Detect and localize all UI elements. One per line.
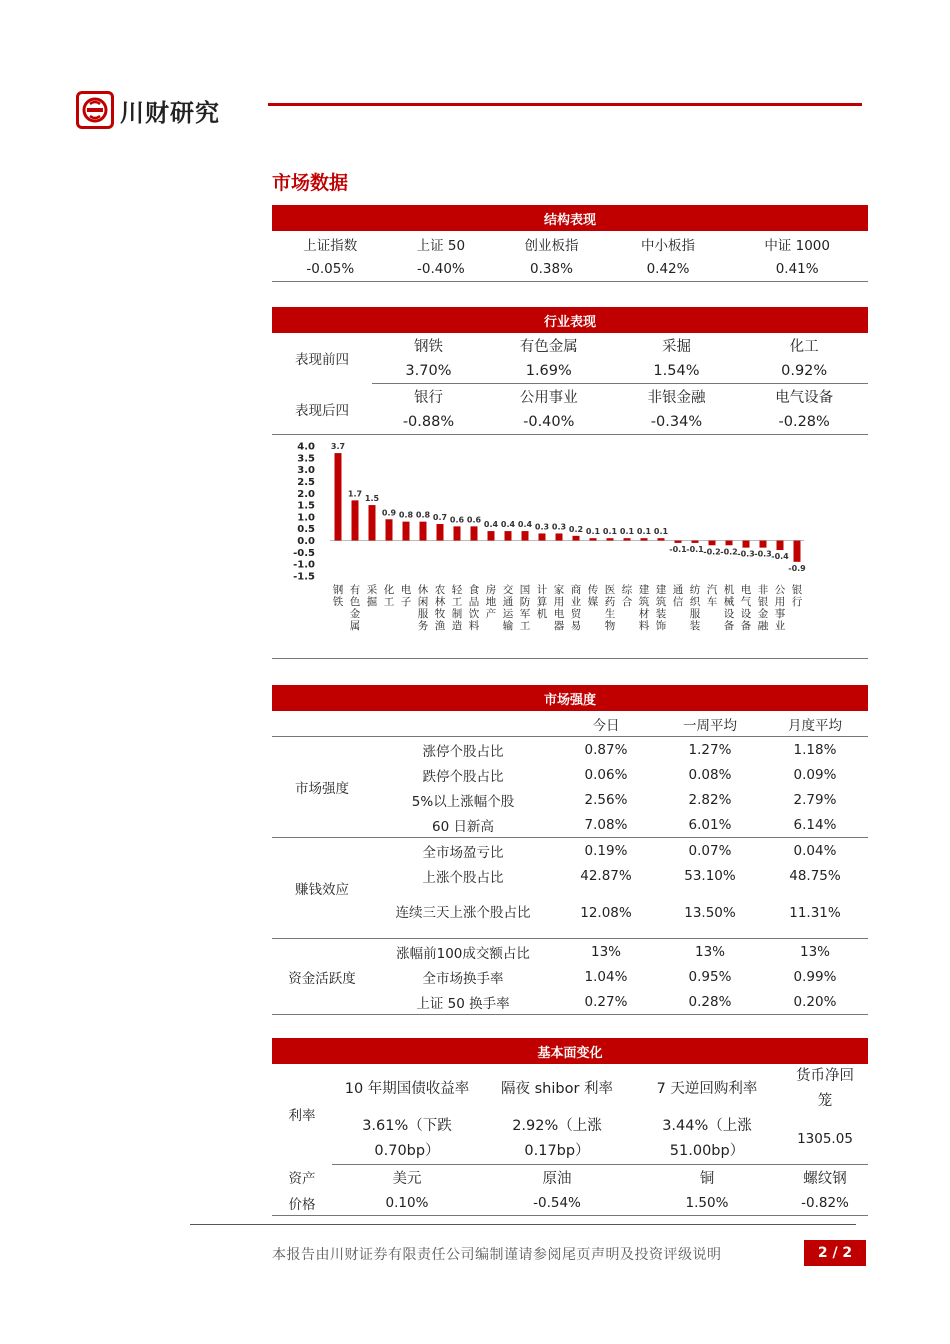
strength-header: 市场强度 (272, 685, 868, 711)
strength-cell: 2.82% (688, 791, 732, 808)
category-label: 化工 (383, 584, 395, 608)
data-label: -0.9 (788, 563, 806, 573)
fundamentals-header: 基本面变化 (272, 1038, 868, 1064)
data-label: 0.1 (653, 527, 669, 537)
strength-cell: 2.79% (793, 791, 837, 808)
chart-bar (675, 541, 682, 543)
strength-cell: 6.01% (658, 812, 762, 838)
asset-value: 1.50% (632, 1190, 782, 1216)
chart-bar (641, 538, 648, 540)
category-label: 钢铁 (332, 584, 344, 608)
data-label: 1.7 (347, 489, 363, 499)
industry-name: 电气设备 (775, 390, 834, 406)
y-tick-label: -0.5 (293, 547, 315, 559)
strength-cell: 1.27% (688, 741, 732, 758)
strength-cell: 0.99% (793, 968, 837, 985)
rate-value: 3.44%（上涨 51.00bp） (632, 1114, 782, 1165)
header-rule (268, 103, 862, 106)
y-tick-label: 0.5 (297, 524, 315, 536)
chart-bar (454, 526, 461, 540)
footer-rule (190, 1224, 856, 1225)
category-label: 采掘 (366, 584, 378, 608)
asset-name: 美元 (392, 1171, 422, 1187)
data-label: 0.8 (398, 510, 414, 520)
strength-row-name: 跌停个股占比 (422, 768, 504, 785)
category-label: 计算机 (536, 584, 548, 620)
strength-cell: 13% (694, 943, 725, 960)
category-label: 非银金融 (757, 584, 769, 632)
strength-cell: 42.87% (580, 867, 632, 884)
y-tick-label: -1.5 (293, 571, 315, 583)
section-title: 市场数据 (272, 172, 349, 194)
strength-group-label: 赚钱效应 (272, 838, 372, 939)
brand-logo-icon (76, 91, 114, 129)
strength-cell: 11.31% (762, 888, 868, 939)
strength-group-label: 资金活跃度 (272, 939, 372, 1015)
strength-row-name: 上涨个股占比 (422, 869, 504, 886)
structure-value: 0.38% (493, 256, 610, 282)
industry-name: 有色金属 (519, 339, 578, 355)
industry-bottom-label: 表现后四 (272, 384, 372, 435)
category-label: 电子 (400, 584, 412, 608)
chart-bar (777, 541, 784, 550)
rate-value: 1305.05 (782, 1114, 868, 1165)
chart-bar (726, 541, 733, 546)
page-number: 2 / 2 (804, 1240, 866, 1266)
data-label: 0.6 (449, 515, 465, 525)
category-label: 纺织服装 (689, 584, 701, 632)
y-tick-label: 3.5 (297, 453, 315, 465)
industry-value: 1.69% (485, 358, 613, 384)
industry-value: 1.54% (613, 358, 741, 384)
category-label: 建筑装饰 (655, 584, 667, 632)
asset-name: 原油 (542, 1171, 572, 1187)
industry-value: -0.88% (372, 409, 485, 435)
data-label: -0.2 (703, 547, 721, 557)
chart-bar (488, 531, 495, 540)
strength-cell: 0.87% (584, 741, 628, 758)
industry-value: -0.40% (485, 409, 613, 435)
data-label: 0.8 (415, 510, 431, 520)
chart-bar (794, 541, 801, 562)
y-tick-label: 4.0 (297, 441, 315, 453)
strength-cell: 2.56% (584, 791, 628, 808)
chart-bar (335, 453, 342, 540)
data-label: 3.7 (330, 442, 346, 452)
chart-bar (437, 524, 444, 541)
chart-bar (522, 531, 529, 540)
asset-name: 螺纹钢 (803, 1171, 847, 1187)
data-label: 0.4 (500, 520, 516, 530)
rate-value: 2.92%（上涨 0.17bp） (482, 1114, 632, 1165)
category-label: 汽车 (706, 584, 718, 608)
category-label: 银行 (791, 584, 803, 608)
industry-value: 0.92% (740, 358, 868, 384)
chart-bar (607, 538, 614, 540)
chart-bar (709, 541, 716, 546)
industry-value: -0.34% (613, 409, 741, 435)
strength-cell: 0.95% (688, 968, 732, 985)
chart-bar (386, 519, 393, 540)
strength-table (272, 711, 868, 1015)
chart-bar (692, 541, 699, 543)
strength-cell: 0.19% (584, 842, 628, 859)
strength-cell: 7.08% (554, 812, 658, 838)
strength-col-month: 月度平均 (762, 711, 868, 737)
industry-bar-chart (272, 434, 868, 658)
category-label: 公用事业 (774, 584, 786, 632)
industry-top-label: 表现前四 (295, 352, 349, 369)
strength-row-name: 上证 50 换手率 (372, 989, 554, 1015)
fundamentals-table (272, 1064, 868, 1216)
structure-name: 创业板指 (524, 237, 579, 254)
strength-cell: 0.08% (688, 766, 732, 783)
structure-value: 0.42% (610, 256, 727, 282)
data-label: 0.4 (483, 520, 499, 530)
chart-bar (590, 538, 597, 540)
category-label: 休闲服务 (417, 584, 429, 632)
y-tick-label: 3.0 (297, 465, 315, 477)
industry-name: 非银金融 (647, 390, 706, 406)
strength-cell: 6.14% (762, 812, 868, 838)
asset-name: 铜 (699, 1171, 715, 1187)
data-label: 0.1 (636, 527, 652, 537)
chart-bar (760, 541, 767, 548)
strength-cell: 12.08% (554, 888, 658, 939)
industry-name: 采掘 (661, 339, 691, 355)
category-label: 食品饮料 (468, 584, 480, 632)
rate-name: 10 年期国债收益率 (344, 1080, 470, 1097)
rate-label: 利率 (288, 1108, 316, 1125)
asset-label-2: 价格 (272, 1190, 332, 1216)
brand-name: 川财研究 (120, 98, 220, 127)
brand-logo (76, 90, 220, 130)
y-tick-label: 0.0 (297, 536, 315, 548)
structure-name: 上证指数 (303, 237, 358, 254)
category-label: 医药生物 (604, 584, 616, 632)
data-label: -0.3 (754, 549, 772, 559)
structure-value: -0.40% (389, 256, 494, 282)
structure-value: -0.05% (272, 256, 389, 282)
y-tick-label: 1.5 (297, 500, 315, 512)
chart-bar (573, 536, 580, 541)
data-label: -0.1 (669, 544, 687, 554)
data-label: -0.4 (771, 552, 789, 561)
industry-chart (272, 434, 868, 659)
strength-row-name: 60 日新高 (372, 812, 554, 838)
data-label: 0.6 (466, 515, 482, 525)
strength-cell: 0.20% (762, 989, 868, 1015)
strength-cell: 1.04% (584, 968, 628, 985)
strength-row-name: 5%以上涨幅个股 (411, 793, 515, 810)
category-label: 传媒 (587, 584, 599, 608)
chart-bar (369, 505, 376, 540)
data-label: -0.3 (737, 549, 755, 559)
rate-name: 隔夜 shibor 利率 (500, 1080, 614, 1097)
strength-row-name: 全市场换手率 (422, 970, 504, 987)
data-label: -0.2 (720, 547, 738, 557)
strength-cell: 13% (799, 943, 830, 960)
category-label: 农林牧渔 (434, 584, 446, 632)
strength-cell: 0.27% (554, 989, 658, 1015)
category-label: 轻工制造 (451, 584, 463, 632)
category-label: 通信 (672, 584, 684, 608)
asset-value: 0.10% (332, 1190, 482, 1216)
data-label: 0.9 (381, 508, 397, 518)
rate-value: 3.61%（下跌 0.70bp） (332, 1114, 482, 1165)
industry-name: 银行 (413, 390, 443, 406)
asset-value: -0.54% (482, 1190, 632, 1216)
chart-bar (471, 526, 478, 540)
chart-bar (658, 538, 665, 540)
asset-value: -0.82% (782, 1190, 868, 1216)
chart-bar (420, 522, 427, 541)
strength-cell: 0.09% (793, 766, 837, 783)
structure-name: 中证 1000 (764, 237, 830, 254)
rate-name: 货币净回笼 (796, 1068, 854, 1109)
strength-cell: 13.50% (658, 888, 762, 939)
y-tick-label: 2.0 (297, 488, 315, 500)
strength-cell: 0.28% (658, 989, 762, 1015)
industry-header: 行业表现 (272, 307, 868, 333)
category-label: 电气设备 (740, 584, 752, 632)
category-label: 综合 (621, 584, 633, 608)
data-label: -0.1 (686, 544, 704, 554)
y-tick-label: 2.5 (297, 476, 315, 488)
chart-bar (624, 538, 631, 540)
strength-group-label: 市场强度 (272, 737, 372, 838)
category-label: 建筑材料 (638, 584, 650, 632)
data-label: 1.5 (364, 494, 380, 504)
y-tick-label: -1.0 (293, 559, 315, 571)
data-label: 0.1 (619, 527, 635, 537)
category-label: 商业贸易 (570, 584, 582, 632)
chart-bar (539, 533, 546, 540)
data-label: 0.7 (432, 513, 448, 522)
strength-row-name: 全市场盈亏比 (422, 844, 504, 861)
structure-name: 上证 50 (416, 237, 466, 254)
strength-row-name: 连续三天上涨个股占比 (372, 888, 554, 939)
data-label: 0.1 (602, 527, 618, 537)
strength-row-name: 涨幅前100成交额占比 (396, 945, 530, 962)
industry-value: -0.28% (740, 409, 868, 435)
category-label: 有色金属 (349, 584, 361, 632)
chart-bar (403, 522, 410, 541)
rate-name: 7 天逆回购利率 (656, 1080, 758, 1097)
structure-table (272, 231, 868, 282)
strength-col-today: 今日 (554, 711, 658, 737)
industry-name: 公用事业 (519, 390, 578, 406)
category-label: 房地产 (485, 584, 497, 620)
chart-bar (556, 533, 563, 540)
data-label: 0.3 (534, 522, 550, 532)
industry-name: 钢铁 (413, 339, 443, 355)
chart-bar (743, 541, 750, 548)
category-label: 国防军工 (519, 584, 531, 632)
asset-label-1: 资产 (288, 1171, 316, 1188)
industry-table (272, 333, 868, 435)
data-label: 0.4 (517, 520, 533, 530)
category-label: 机械设备 (723, 584, 735, 632)
data-label: 0.1 (585, 527, 601, 537)
strength-cell: 0.07% (688, 842, 732, 859)
strength-col-week: 一周平均 (658, 711, 762, 737)
chart-bar (505, 531, 512, 540)
data-label: 0.2 (568, 524, 584, 534)
strength-row-name: 涨停个股占比 (422, 743, 504, 760)
strength-cell: 0.04% (793, 842, 837, 859)
strength-cell: 0.06% (584, 766, 628, 783)
data-label: 0.3 (551, 522, 567, 532)
footer-disclaimer: 本报告由川财证券有限责任公司编制谨请参阅尾页声明及投资评级说明 (272, 1247, 722, 1263)
strength-cell: 48.75% (789, 867, 841, 884)
structure-value: 0.41% (726, 256, 868, 282)
industry-name: 化工 (789, 339, 819, 355)
y-tick-label: 1.0 (297, 512, 315, 524)
strength-cell: 13% (590, 943, 621, 960)
industry-value: 3.70% (372, 358, 485, 384)
category-label: 交通运输 (502, 584, 514, 632)
structure-name: 中小板指 (641, 237, 695, 254)
chart-bar (352, 500, 359, 540)
strength-cell: 53.10% (684, 867, 736, 884)
category-label: 家用电器 (553, 584, 565, 632)
strength-cell: 1.18% (793, 741, 837, 758)
structure-header: 结构表现 (272, 205, 868, 231)
